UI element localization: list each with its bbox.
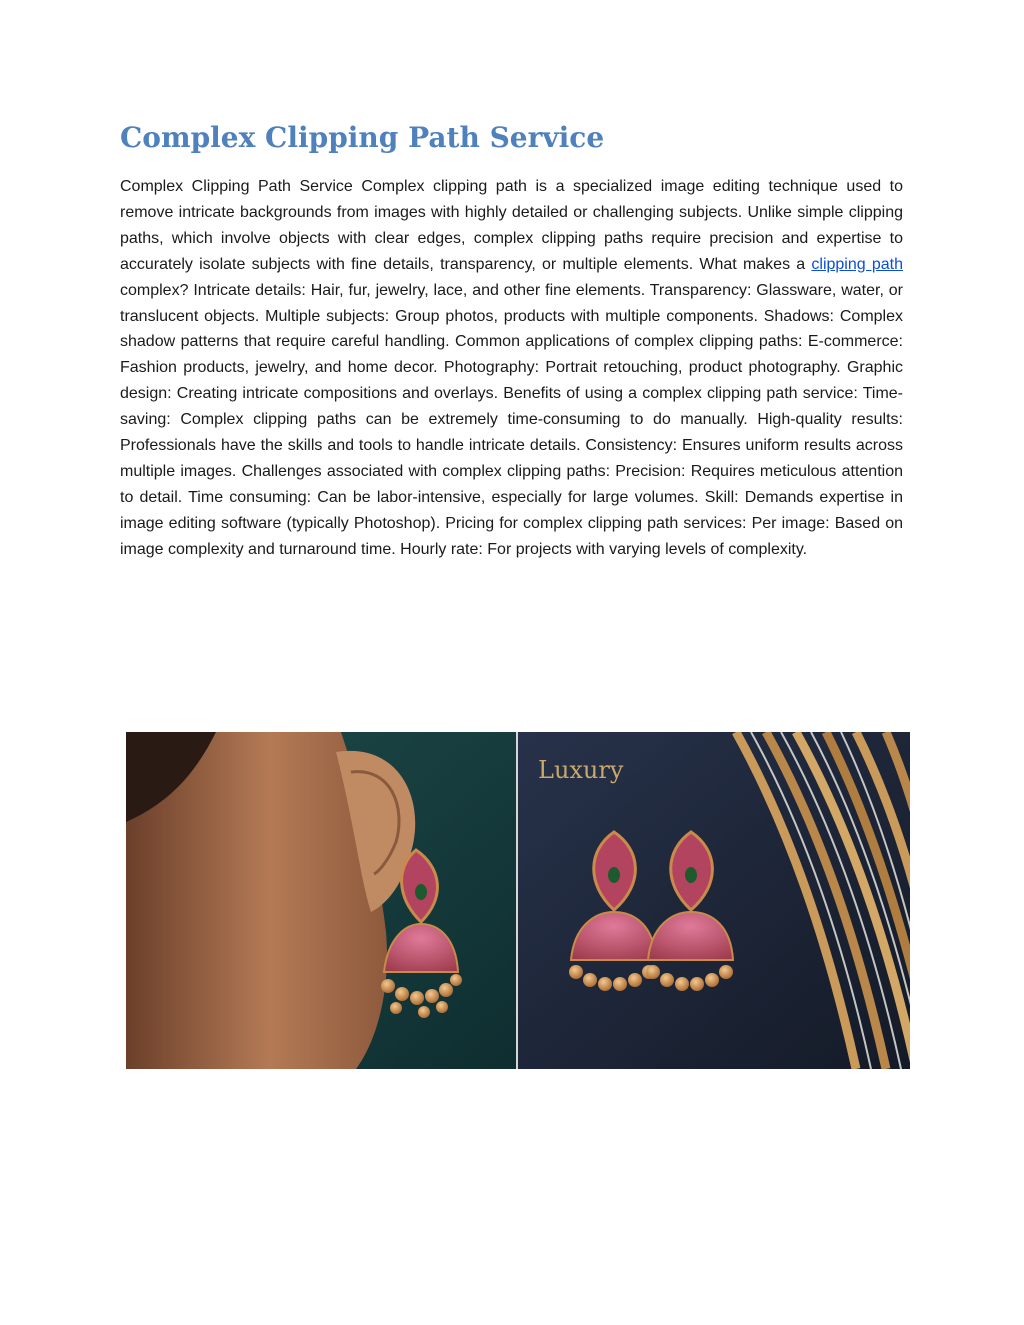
luxury-label: Luxury [538,756,624,784]
jewelry-photo [126,732,910,1069]
product-panel [518,732,910,1069]
body-paragraph [120,174,903,563]
paragraph-text-start: Complex Clipping Path Service Complex clipping path is a specialized image editing technique used to remove intricate backgrounds from images with highly detailed or challenging subjects. Unlike simple clipping paths, which involve objects with clear edges, complex clipping paths require precision and expertise to accurately isolate subjects with fine details, transparency, or multiple elements. What makes a [120,178,903,273]
paragraph-text-end: complex? Intricate details: Hair, fur, jewelry, lace, and other fine elements. Transparency: Glassware, water, or translucent objects. Multiple subjects: Group photos, products with multiple components. Shadows: Complex shadow patterns that require careful handling. Common applications of complex clipping paths: E-commerce: Fashion products, jewelry, and home decor. Photography: Portrait retouching, product photography. Graphic design: Creating intricate compositions and overlays. Benefits of using a complex clipping path service: Time-saving: Complex clipping paths can be extremely time-consuming to do manually. High-quality results: Professionals have the skills and tools to handle intricate details. Consistency: Ensures uniform results across multiple images. Challenges associated with complex clipping paths: Precision: Requires meticulous attention to detail. Time consuming: Can be labor-intensive, especially for large volumes. Skill: Demands expertise in image editing software (typically Photoshop). Pricing for complex clipping path services: Per image: Based on image complexity and turnaround time. Hourly rate: For projects with varying levels of complexity. [120,281,903,558]
model-photo-panel [126,732,516,1069]
page-title: Complex Clipping Path Service [120,121,605,154]
clipping-path-link[interactable]: clipping path [811,255,903,273]
